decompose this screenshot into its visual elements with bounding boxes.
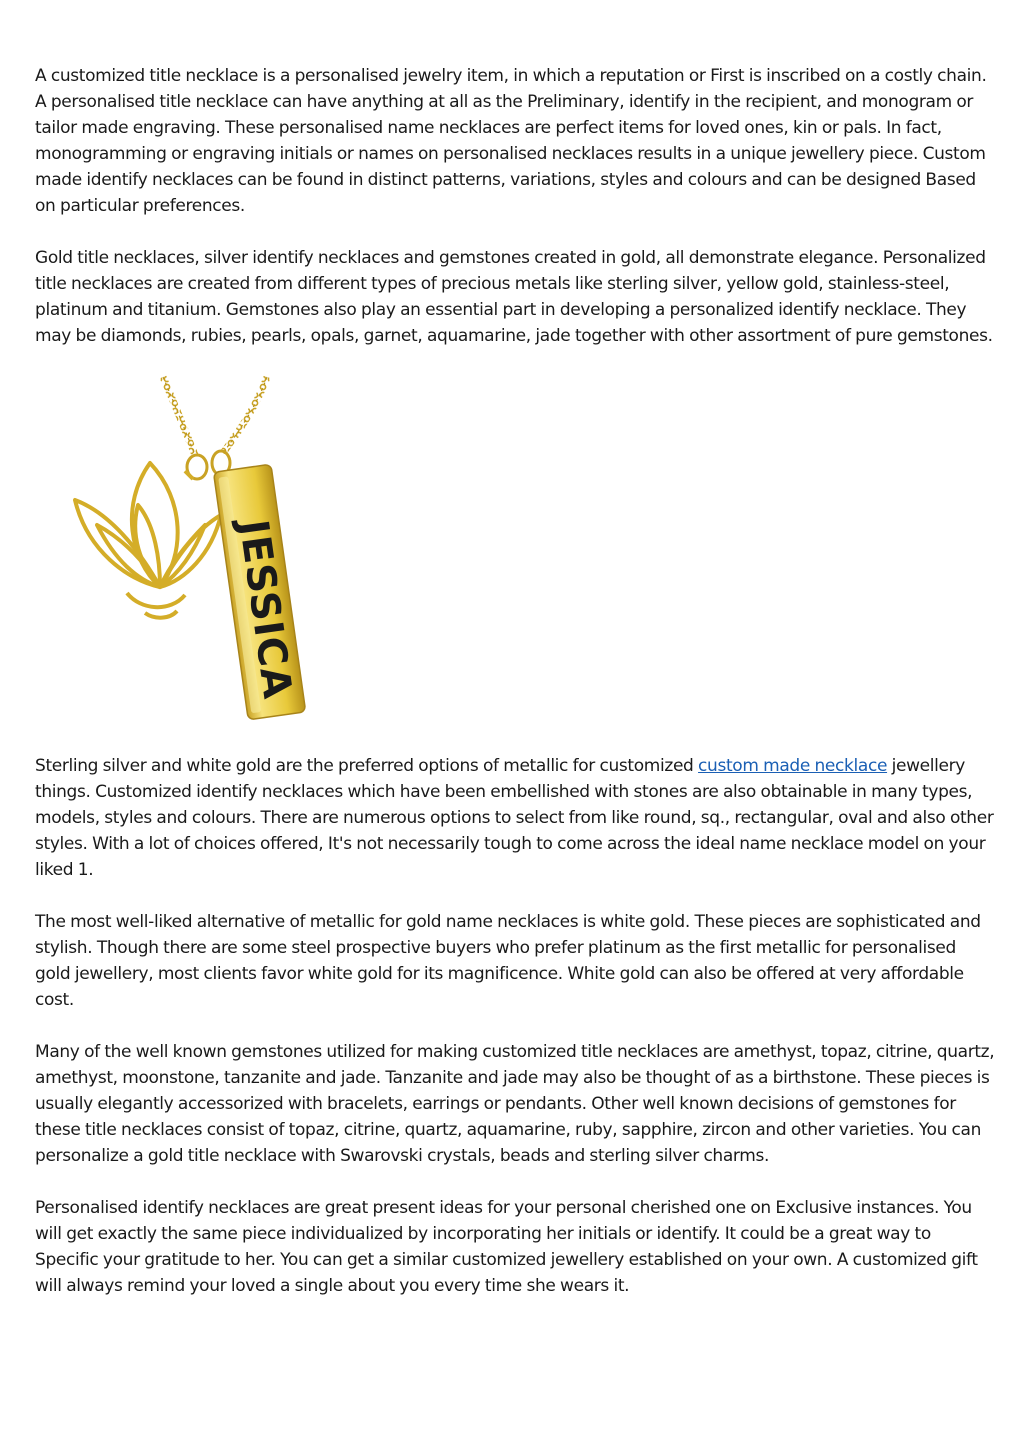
paragraph-text-before-link: Sterling silver and white gold are the preferred options of metallic for customized [35,756,699,776]
paragraph-white-gold [35,753,995,883]
paragraph-gemstones: Many of the well known gemstones utilized for making customized title necklaces are amethyst, topaz, citrine, quartz, amethyst, moonstone, tanzanite and jade. Tanzanite and jade may also be thought of as a birthstone. These pieces is usually elegantly accessorized with bracelets, earrings or pendants. Other well known decisions of gemstones for these title necklaces consist of topaz, citrine, quartz, aquamarine, ruby, sapphire, zircon and other varieties. You can personalize a gold title necklace with Swarovski crystals, beads and sterling silver charms. [35,1042,995,1166]
engraved-name: JESSICA [229,517,301,702]
custom-made-necklace-link[interactable]: custom made necklace [698,756,888,776]
necklace-product-image [35,375,380,720]
paragraph-gift-ideas: Personalised identify necklaces are great present ideas for your personal cherished one on Exclusive instances. You will get exactly the same piece individualized by incorporating her initials or identify. It could be a great way to Specific your gratitude to her. You can get a similar customized jewellery established on your own. A customized gift will always remind your loved a single about you every time she wears it. [35,1198,978,1296]
paragraph-intro: A customized title necklace is a personalised jewelry item, in which a reputation or First is inscribed on a costly chain. A personalised title necklace can have anything at all as the Preliminary, identify in the recipient, and monogram or tailor made engraving. These personalised name necklaces are perfect items for loved ones, kin or pals. In fact, monogramming or engraving initials or names on personalised necklaces results in a unique jewellery piece. Custom made identify necklaces can be found in distinct patterns, variations, styles and colours and can be designed Based on particular preferences. [35,66,987,216]
article-body [35,63,995,1325]
paragraph-text-after-link: jewellery things. Customized identify necklaces which have been embellished with stones are also obtainable in many types, models, styles and colours. There are numerous options to select from like round, sq., rectangular, oval and also other styles. With a lot of choices offered, It's not necessarily tough to come across the ideal name necklace model on your liked 1. [35,756,994,880]
paragraph-popular-metal: The most well-liked alternative of metallic for gold name necklaces is white gold. These pieces are sophisticated and stylish. Though there are some steel prospective buyers who prefer platinum as the first metallic for personalised gold jewellery, most clients favor white gold for its magnificence. White gold can also be offered at very affordable cost. [35,912,981,1010]
paragraph-metals: Gold title necklaces, silver identify necklaces and gemstones created in gold, all demonstrate elegance. Personalized title necklaces are created from different types of precious metals like sterling silver, yellow gold, stainless-steel, platinum and titanium. Gemstones also play an essential part in developing a personalized identify necklace. They may be diamonds, rubies, pearls, opals, garnet, aquamarine, jade together with other assortment of pure gemstones. [35,248,993,346]
